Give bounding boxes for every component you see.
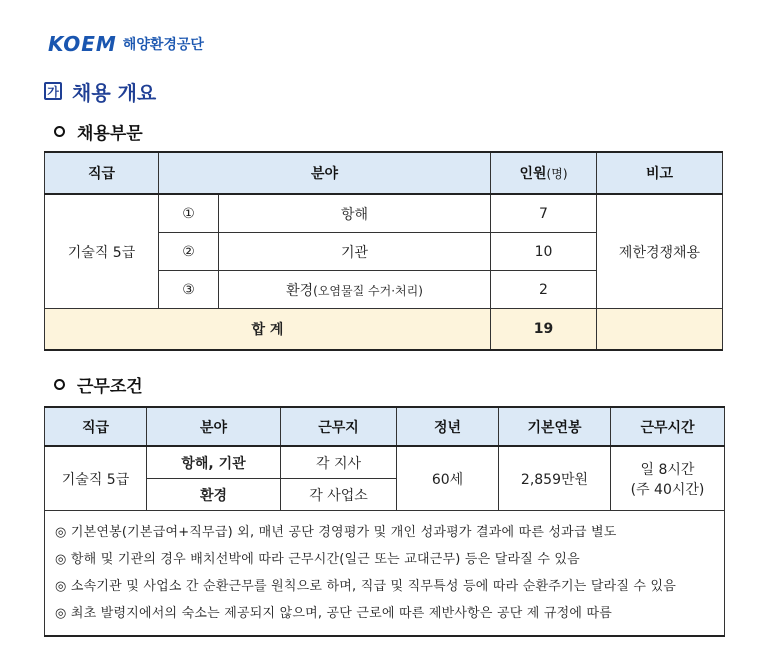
- note-item: ◎ 최초 발령지에서의 숙소는 제공되지 않으며, 공단 근로에 따른 제반사항은 공단 제 규정에 따름: [55, 606, 613, 621]
- field-cell: 항해, 기관: [147, 446, 281, 479]
- retirement-cell: 60세: [397, 446, 499, 511]
- note-item: ◎ 기본연봉(기본급여+직무급) 외, 매년 공단 경영평가 및 개인 성과평가 결과에 따른 성과급 별도: [55, 525, 617, 540]
- conditions-heading-text: 근무조건: [77, 376, 143, 397]
- hours-cell: [611, 446, 725, 511]
- conditions-table: [44, 406, 725, 637]
- grade-cell: 기술직 5급: [45, 446, 147, 511]
- note-item: ◎ 소속기관 및 사업소 간 순환근무를 원칙으로 하며, 직급 및 직무특성 등에 따라 순환주기는 달라질 수 있음: [55, 579, 677, 594]
- hours-line-2: (주 40시간): [630, 481, 705, 498]
- hours-line-1: 일 8시간: [640, 461, 695, 478]
- header-salary: 기본연봉: [499, 407, 611, 446]
- header-count: [491, 152, 597, 194]
- count-cell: 7: [491, 194, 597, 233]
- field-main: 환경: [286, 282, 314, 299]
- section-title: [44, 76, 156, 106]
- field-cell: 항해: [219, 194, 491, 233]
- header-count-unit: (명): [546, 167, 568, 181]
- grade-cell: 기술직 5급: [45, 194, 159, 309]
- header-note: 비고: [597, 152, 723, 194]
- total-row: [45, 309, 723, 351]
- header-grade: 직급: [45, 407, 147, 446]
- header-hours: 근무시간: [611, 407, 725, 446]
- conditions-header-row: [45, 407, 725, 446]
- header-retirement: 정년: [397, 407, 499, 446]
- field-detail: (오염물질 수거·처리): [313, 283, 423, 298]
- row-number: ②: [159, 233, 219, 271]
- field-cell: [219, 271, 491, 309]
- logo-org-name: 해양환경공단: [122, 37, 204, 53]
- table-row: [45, 194, 723, 233]
- recruit-heading: [54, 119, 143, 143]
- header-field: 분야: [159, 152, 491, 194]
- count-cell: 10: [491, 233, 597, 271]
- conditions-heading: [54, 372, 143, 396]
- section-badge: 가: [44, 82, 62, 100]
- koem-logo: [48, 30, 204, 58]
- table-row: [45, 446, 725, 479]
- circle-bullet-icon: [54, 126, 65, 137]
- recruit-heading-text: 채용부문: [77, 123, 143, 144]
- total-note-empty: [597, 309, 723, 351]
- header-field: 분야: [147, 407, 281, 446]
- note-item: ◎ 항해 및 기관의 경우 배치선박에 따라 근무시간(일근 또는 교대근무) 등은 달라질 수 있음: [55, 552, 580, 567]
- header-count-label: 인원: [519, 166, 547, 182]
- field-cell: 기관: [219, 233, 491, 271]
- total-count: 19: [491, 309, 597, 351]
- field-cell: 환경: [147, 479, 281, 511]
- notes-cell: [45, 511, 725, 637]
- total-label: 합 계: [45, 309, 491, 351]
- header-grade: 직급: [45, 152, 159, 194]
- notes-row: [45, 511, 725, 637]
- recruit-header-row: [45, 152, 723, 194]
- workplace-cell: 각 사업소: [281, 479, 397, 511]
- salary-cell: 2,859만원: [499, 446, 611, 511]
- recruit-table: [44, 151, 723, 351]
- circle-bullet-icon: [54, 379, 65, 390]
- row-number: ①: [159, 194, 219, 233]
- row-number: ③: [159, 271, 219, 309]
- count-cell: 2: [491, 271, 597, 309]
- note-cell: 제한경쟁채용: [597, 194, 723, 309]
- workplace-cell: 각 지사: [281, 446, 397, 479]
- section-title-text: 채용 개요: [72, 80, 157, 105]
- header-workplace: 근무지: [281, 407, 397, 446]
- logo-mark: KOEM: [48, 32, 117, 56]
